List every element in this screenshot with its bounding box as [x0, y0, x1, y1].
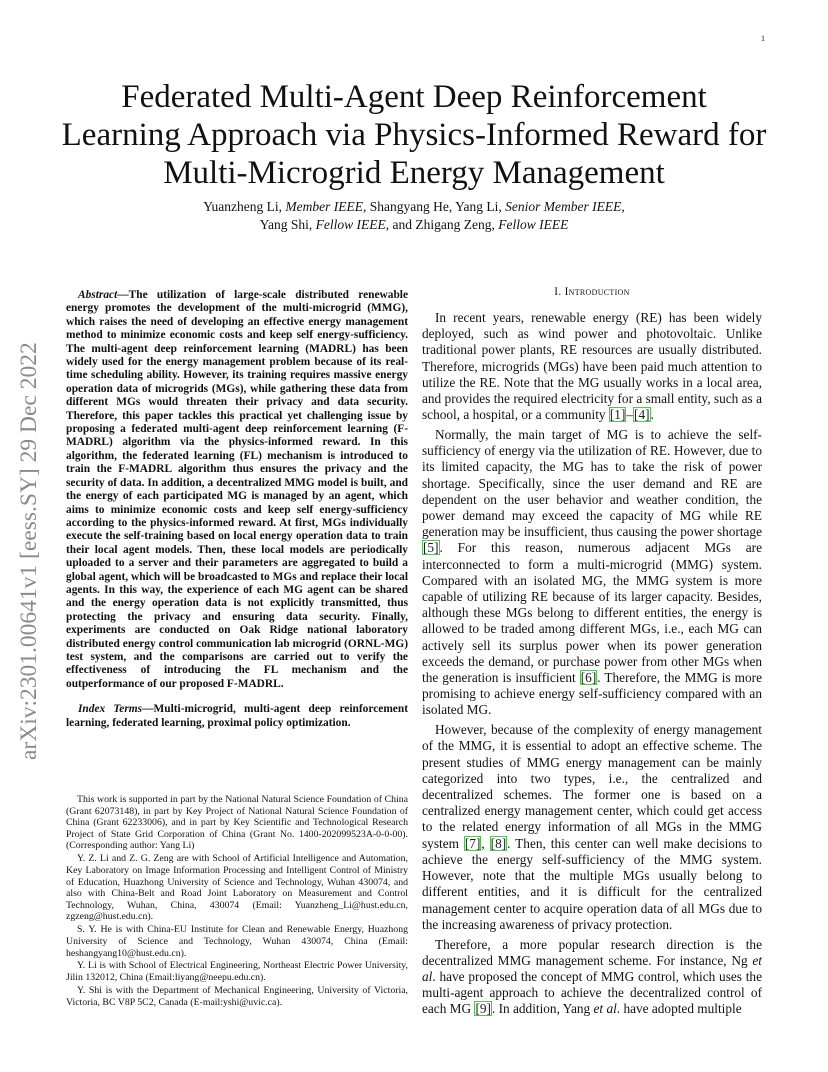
author-list [60, 198, 768, 234]
page-number: 1 [761, 34, 765, 43]
footnote-affiliation: S. Y. He is with China-EU Institute for Clean and Renewable Energy, Huazhong University of Science and Technology, Wuhan 430074, China (Email: heshangyang10@hust.edu.cn). [66, 924, 408, 959]
paragraph-text: Normally, the main target of MG is to achieve the self-sufficiency of energy via the utilization of RE. However, due to its limited capacity, the MG has to take the risk of power shortage. Specifically, since the user demand and RE are dependent on the user behavior and weather condition, the power demand may exceed the capacity of MG while RE generation may be insufficient, thus causing the power shortage [422, 427, 762, 540]
citation-link[interactable]: [4] [634, 407, 650, 423]
paragraph-text: . have adopted multiple [616, 1001, 742, 1017]
index-terms-lead: Index Terms [78, 703, 143, 716]
citation-link[interactable]: [1] [609, 407, 626, 423]
left-column [66, 289, 408, 730]
abstract-lead: Abstract [78, 289, 118, 301]
paragraph [422, 310, 762, 423]
author-role: Senior Member IEEE [505, 199, 622, 214]
footnote-funding: This work is supported in part by the National Natural Science Foundation of China (Grant 62073148), in part by Key Project of National Natural Science Foundation of China (Grant 62233006), and in part by Key Scientific and Technological Research Project of State Grid Corporation of China (Grant No. 1400-202099523A-0-0-00). (Corresponding author: Yang Li) [66, 794, 408, 852]
citation-link[interactable]: [9] [475, 1001, 491, 1017]
author-role: Fellow IEEE [498, 217, 569, 232]
author-name: Yang Shi, [259, 217, 313, 232]
citation-link[interactable]: [7] [464, 835, 481, 851]
author-role: Fellow IEEE [315, 217, 386, 232]
citation-link[interactable]: [6] [580, 670, 597, 686]
author-name: , and Zhigang Zeng, [385, 217, 495, 232]
paragraph-text: In recent years, renewable energy (RE) has been widely deployed, such as wind power and photovoltaic. Unlike traditional power plants, RE resources are usually distributed. Therefore, microgrids (MGs) have been paid much attention to utilize the RE. Note that the MG usually works in a local area, and provides the required electricity for a small entity, such as a school, a hospital, or a community [422, 310, 762, 423]
footnote-affiliation: Y. Li is with School of Electrical Engineering, Northeast Electric Power University, Jilin 132012, China (Email:liyang@neepu.edu.cn). [66, 960, 408, 984]
paragraph-text: However, because of the complexity of energy management of the MMG, it is essential to adopt an effective scheme. The present studies of MMG energy management can be mainly categorized into two types, i.e., the centralized and decentralized schemes. The former one is based on a centralized energy management center, which could get access to the related energy information of all MGs in the MMG system [422, 722, 762, 851]
footnote-affiliation: Y. Z. Li and Z. G. Zeng are with School of Artificial Intelligence and Automation, Key Laboratory on Image Information Processing and Intelligent Control of Ministry of Education, Huazhong University of Science and Technology, Wuhan 430074, and also with China-Belt and Road Joint Laboratory on Measurement and Control Technology, Wuhan, China, 430074 (Email: Yuanzheng_Li@hust.edu.cn, zgzeng@hust.edu.cn). [66, 853, 408, 923]
index-terms [66, 703, 408, 730]
paragraph-text: . In addition, Yang [491, 1001, 594, 1017]
paragraph-text: et al [593, 1001, 617, 1017]
citation-link[interactable]: [8] [490, 835, 507, 851]
paragraph-text: et al [422, 952, 762, 984]
paragraph-text: Therefore, a more popular research direction is the decentralized MMG management scheme. For instance, Ng [422, 936, 762, 968]
paragraph [422, 427, 762, 719]
citation-link[interactable]: [5] [423, 540, 439, 556]
paragraph-text: . Therefore, the MMG is more promising to achieve energy self-sufficiency compared with an isolated MG. [422, 670, 763, 718]
section-title: Introduction [564, 286, 630, 298]
right-column [422, 286, 762, 1021]
author-name: , Shangyang He, Yang Li, [362, 199, 502, 214]
abstract-text: —The utilization of large-scale distributed renewable energy promotes the development of the multi-microgrid (MMG), which raises the need of developing an effective energy management method to minimize economic costs and keep self energy-sufficiency. The multi-agent deep reinforcement learning (MADRL) has been widely used for the energy management problem because of its real-time scheduling ability. However, its training requires massive energy operation data of microgrids (MGs), while gathering these data from different MGs would threaten their privacy and data security. Therefore, this paper tackles this practical yet challenging issue by proposing a federated multi-agent deep reinforcement learning (F-MADRL) algorithm via the physics-informed reward. In this algorithm, the federated learning (FL) mechanism is introduced to train the F-MADRL algorithm thus ensures the privacy and the security of data. In addition, a decentralized MMG model is built, and the energy of each participated MG is managed by an agent, which aims to minimize economic costs and keep self energy-sufficiency according to the physics-informed reward. At first, MGs individually execute the self-training based on local energy operation data to train their local agent models. Then, these local models are periodically uploaded to a server and their parameters are aggregated to build a global agent, which will be broadcasted to MGs and replace their local agents. In this way, the experience of each MG agent can be shared and the energy operation data is not explicitly transmitted, thus protecting the privacy and ensuring data security. Finally, experiments are conducted on Oak Ridge national laboratory distributed energy control communication lab microgrid (ORNL-MG) test system, and the comparisons are carried out to verify the effectiveness of introducing the FL mechanism and the outperformance of our proposed F-MADRL. [66, 289, 408, 690]
footnotes [66, 794, 408, 1010]
paragraph-text: . For this reason, numerous adjacent MGs are interconnected to form a multi-microgrid (MMG) system. Compared with an isolated MG, the MMG system is more capable of utilizing RE because of its larger capacity. Besides, although these MGs belong to different entities, the energy is allowed to be traded among different MGs, i.e., each MG can actively sell its surplus power when its power generation exceeds the demand, or purchase power from other MGs when the generation is insufficient [422, 540, 762, 686]
section-heading [422, 286, 762, 298]
author-separator: , [621, 199, 625, 214]
paragraph [422, 722, 762, 933]
footnote-affiliation: Y. Shi is with the Department of Mechanical Engineering, University of Victoria, Victoria, BC V8P 5C2, Canada (E-mail:yshi@uvic.ca). [66, 985, 408, 1008]
author-role: Member IEEE [285, 199, 363, 214]
author-name: Yuanzheng Li, [203, 199, 283, 214]
index-terms-text: —Multi-microgrid, multi-agent deep reinforcement learning, federated learning, proximal policy optimization. [66, 703, 408, 729]
paragraph-text: – [626, 407, 634, 423]
paragraph [422, 937, 762, 1018]
paragraph-text: . have proposed the concept of MMG control, which uses the multi-agent approach to achieve the decentralized control of each MG [422, 968, 762, 1017]
paragraph-text: . Then, this center can well make decisions to achieve the energy self-sufficiency of the MMG system. However, note that the multiple MGs usually belong to different entities, and it is difficult for the centralized management center to acquire operation data of all MGs due to the increasing awareness of privacy protection. [422, 835, 763, 932]
paragraph-text: . [650, 407, 654, 423]
abstract [66, 289, 408, 691]
arxiv-stamp: arXiv:2301.00641v1 [eess.SY] 29 Dec 2022 [16, 342, 42, 760]
paper-title: Federated Multi-Agent Deep Reinforcement Learning Approach via Physics-Informed Reward for Multi-Microgrid Energy Management [61, 79, 767, 191]
section-number: I. [554, 286, 562, 298]
paragraph-text: , [481, 835, 490, 851]
